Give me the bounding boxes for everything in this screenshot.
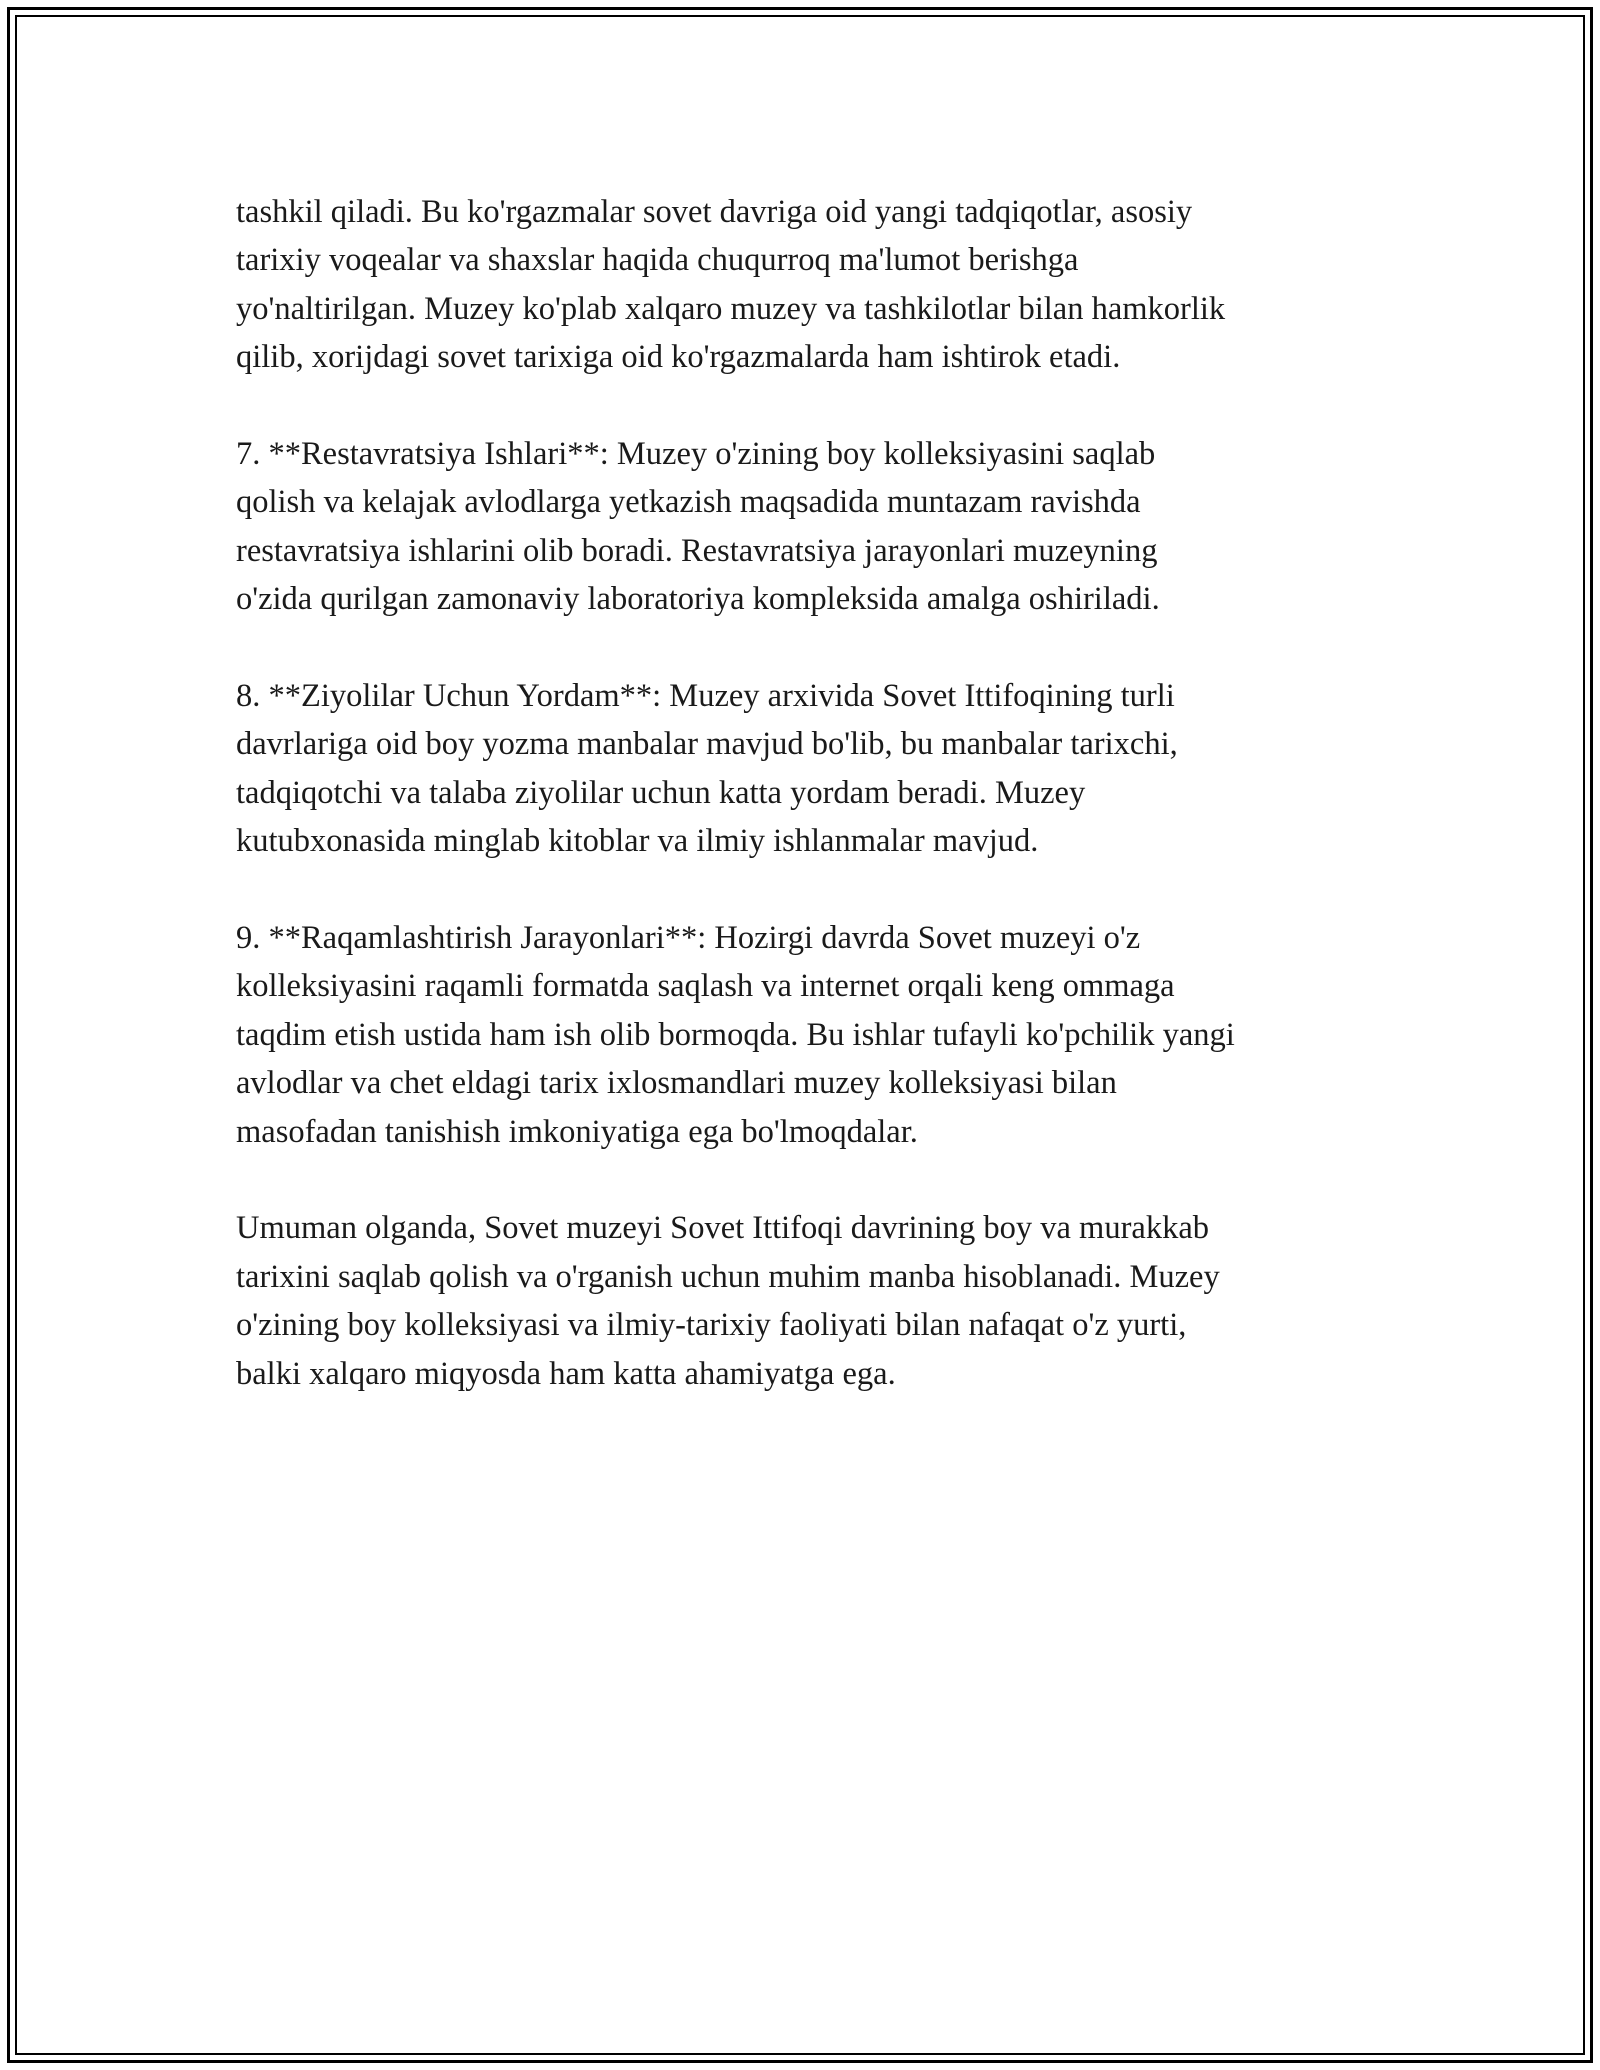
paragraph-intro-continuation: tashkil qiladi. Bu ko'rgazmalar sovet davriga oid yangi tadqiqotlar, asosiy tarixiy voqealar va shaxslar haqida chuqurroq ma'lumot berishga yo'naltirilgan. Muzey ko'plab xalqaro muzey va tashkilotlar bilan hamkorlik qilib, xorijdagi sovet tarixiga oid ko'rgazmalarda ham ishtirok etadi. <box>236 194 1226 376</box>
paragraph-digitization: 9. **Raqamlashtirish Jarayonlari**: Hozirgi davrda Sovet muzeyi o'z kolleksiyasini raqamli formatda saqlash va internet orqali keng ommaga taqdim etish ustida ham ish olib bormoqda. Bu ishlar tufayli ko'pchilik yangi avlodlar va chet eldagi tarix ixlosmandlari muzey kolleksiyasi bilan masofadan tanishish imkoniyatiga ega bo'lmoqdalar. <box>236 920 1235 1150</box>
paragraph-conclusion: Umuman olganda, Sovet muzeyi Sovet Ittifoqi davrining boy va murakkab tarixini saqlab qolish va o'rganish uchun muhim manba hisoblanadi. Muzey o'zining boy kolleksiyasi va ilmiy-tarixiy faoliyati bilan nafaqat o'z yurti, balki xalqaro miqyosda ham katta ahamiyatga ega. <box>236 1210 1220 1392</box>
paragraph-support-for-scholars: 8. **Ziyolilar Uchun Yordam**: Muzey arxivida Sovet Ittifoqining turli davrlariga oid boy yozma manbalar mavjud bo'lib, bu manbalar tarixchi, tadqiqotchi va talaba ziyolilar uchun katta yordam beradi. Muzey kutubxonasida minglab kitoblar va ilmiy ishlanmalar mavjud. <box>236 678 1178 860</box>
paragraph-restoration-work: 7. **Restavratsiya Ishlari**: Muzey o'zining boy kolleksiyasini saqlab qolish va kelajak avlodlarga yetkazish maqsadida muntazam ravishda restavratsiya ishlarini olib boradi. Restavratsiya jarayonlari muzeyning o'zida qurilgan zamonaviy laboratoriya kompleksida amalga oshiriladi. <box>236 436 1160 618</box>
document-body <box>236 188 1386 1446</box>
